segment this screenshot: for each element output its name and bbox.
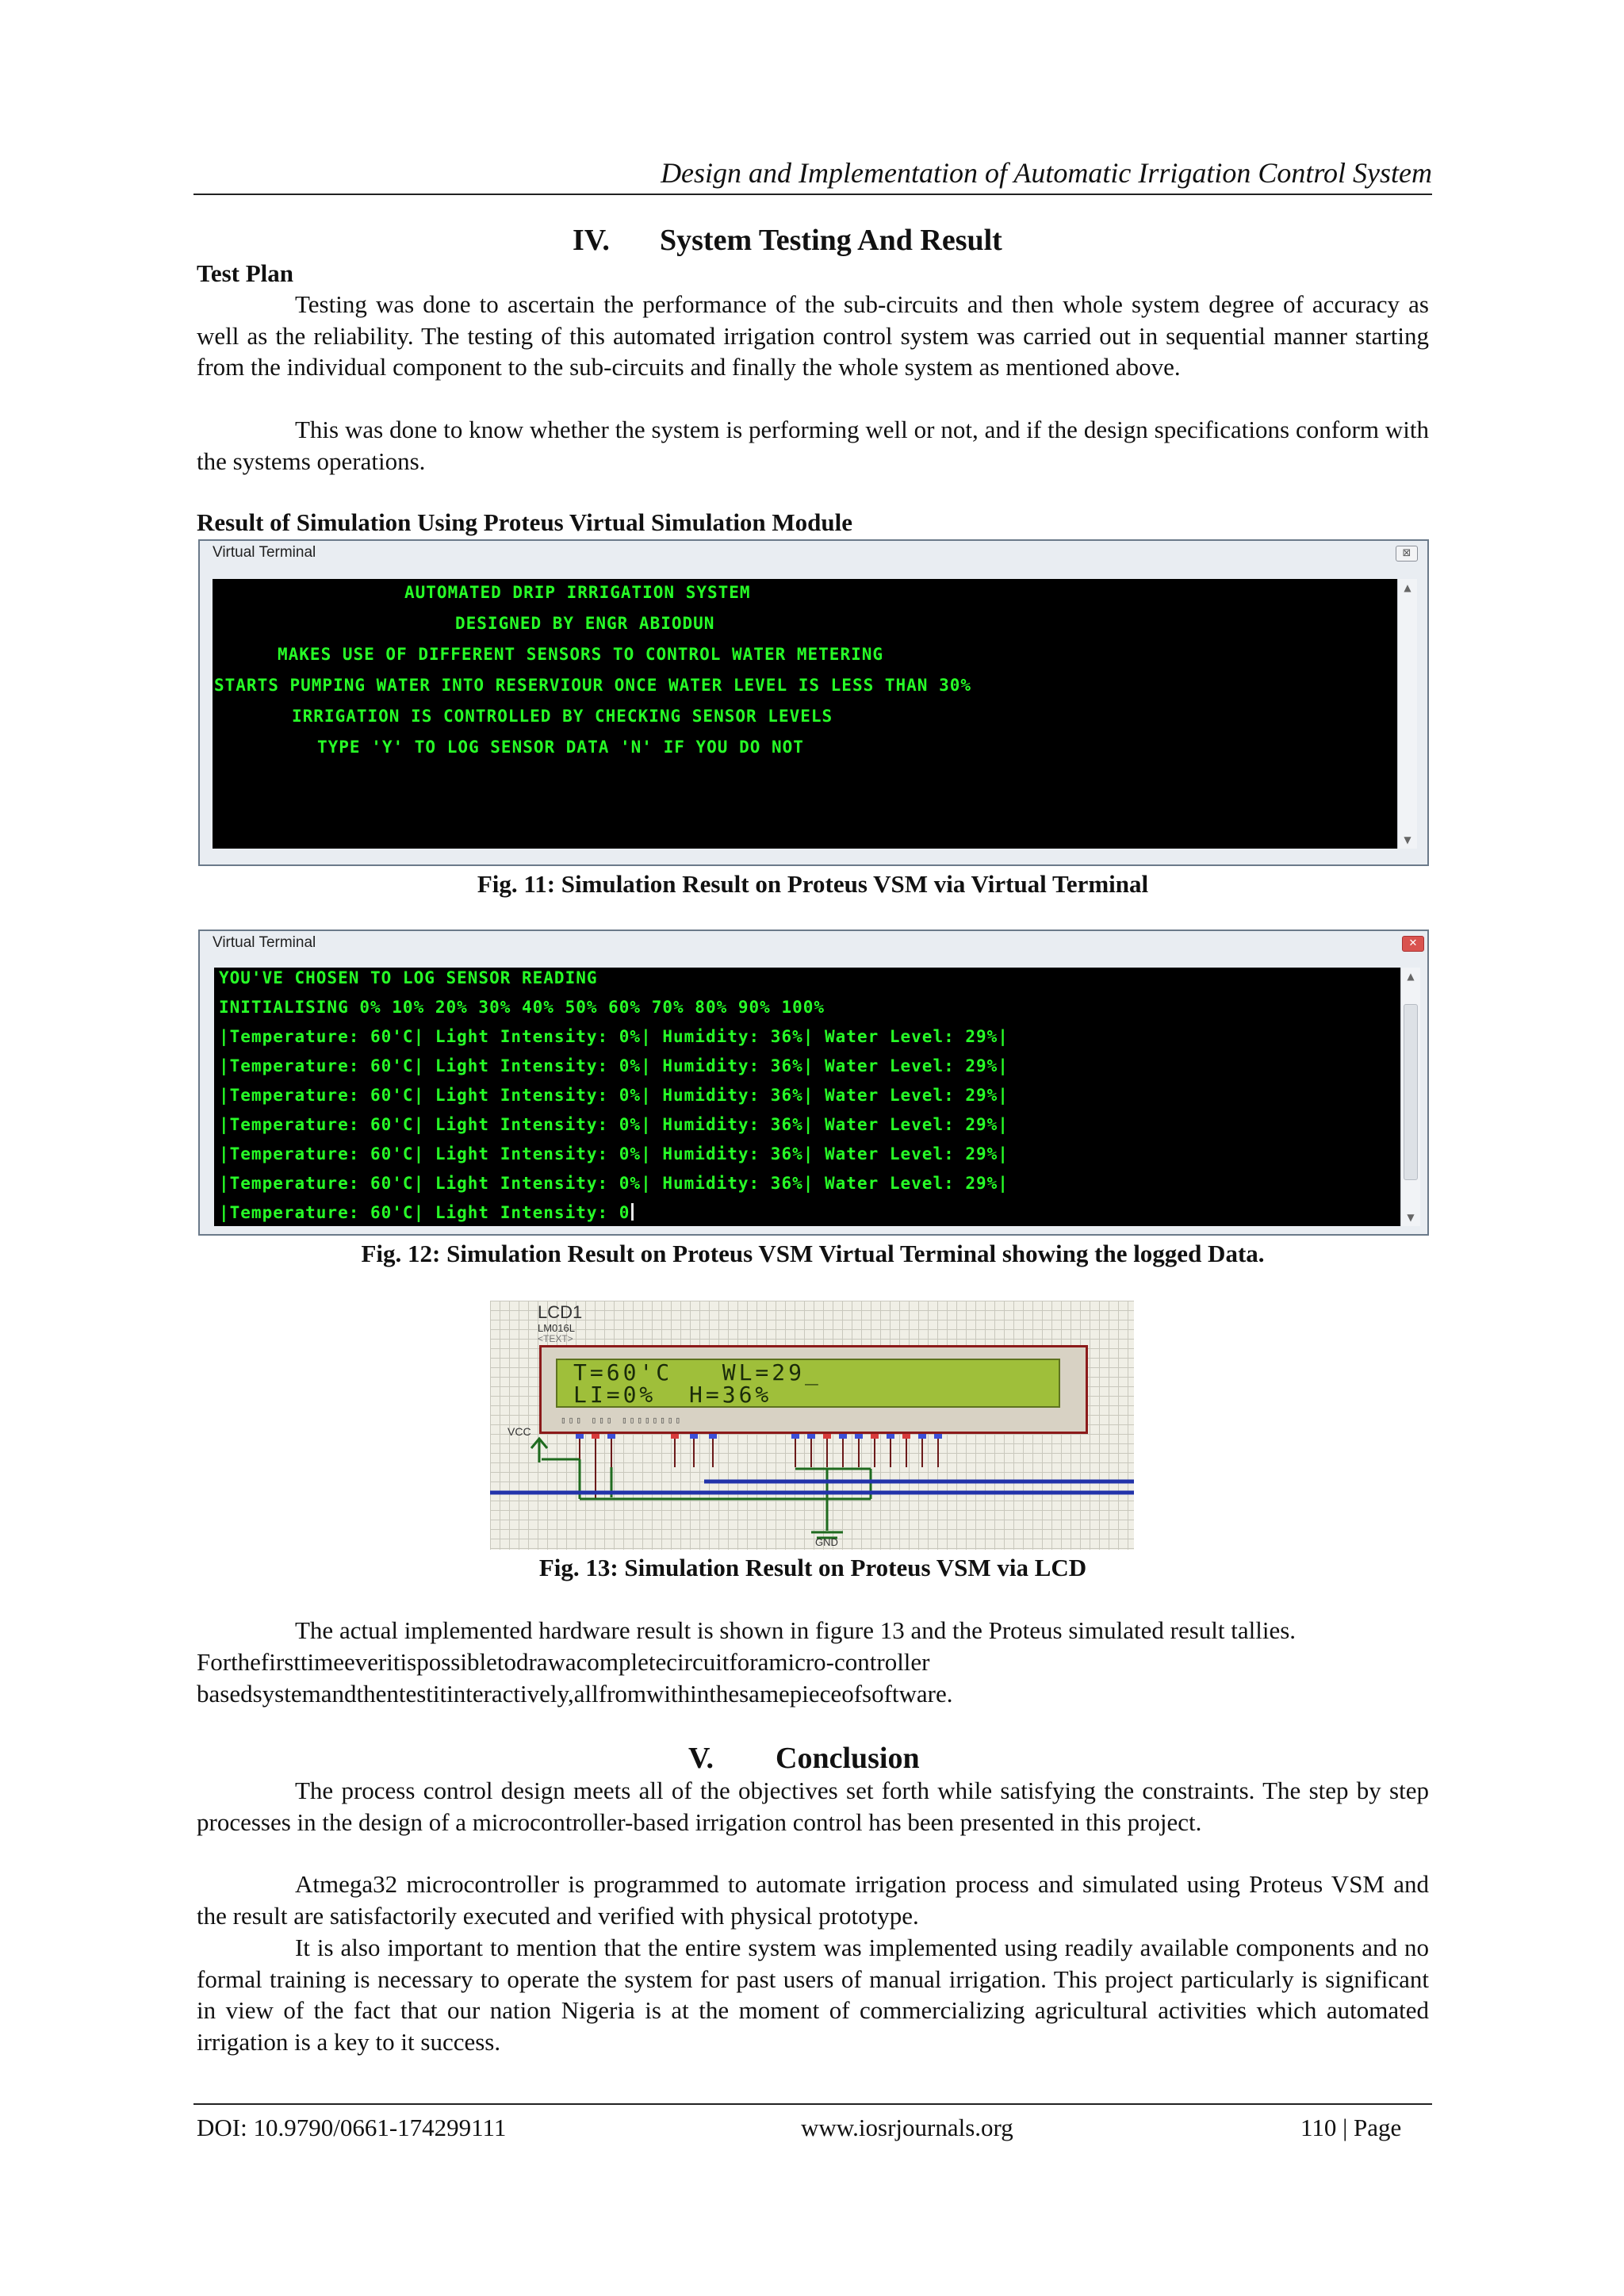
section-4-heading — [573, 222, 1002, 259]
lcd-row-2: LI=0% H=36% — [573, 1382, 772, 1408]
lcd-wiring-diagram — [490, 1301, 1134, 1550]
lcd-model-label: LM016L — [538, 1322, 575, 1334]
terminal-line: TYPE 'Y' TO LOG SENSOR DATA 'N' IF YOU DO NOT — [317, 738, 804, 757]
lcd-pins — [576, 1434, 942, 1439]
terminal-line: IRRIGATION IS CONTROLLED BY CHECKING SENSOR LEVELS — [292, 707, 833, 726]
conclusion-paragraph-1: The process control design meets all of the objectives set forth while satisfying the constraints. The step by step processes in the design of a microcontroller-based irrigation control has been presented in this project. — [197, 1777, 1429, 1836]
scroll-down-icon[interactable]: ▼ — [1404, 834, 1411, 845]
lcd-pin-labels: ▯▯▯ ▯▯▯ ▯▯▯▯▯▯▯▯ — [561, 1415, 683, 1425]
terminal-screen — [213, 579, 1397, 849]
terminal-line: |Temperature: 60'C| Light Intensity: 0%| Humidity: 36%| Water Level: 29%| — [219, 1027, 1009, 1046]
terminal-screen — [214, 968, 1400, 1226]
ground-wires — [542, 1459, 871, 1531]
footer-doi: DOI: 10.9790/0661-174299111 — [197, 2114, 507, 2141]
lcd-schematic-figure — [490, 1301, 1134, 1550]
virtual-terminal-window-1 — [198, 539, 1429, 866]
signal-bus — [490, 1481, 1134, 1493]
terminal-line: STARTS PUMPING WATER INTO RESERVIOUR ONCE WATER LEVEL IS LESS THAN 30% — [214, 676, 972, 695]
scroll-down-icon[interactable]: ▼ — [1407, 1212, 1415, 1223]
lcd-component-label: LCD1 — [538, 1302, 583, 1322]
scrollbar-thumb[interactable] — [1404, 1004, 1418, 1180]
terminal-line: |Temperature: 60'C| Light Intensity: 0%| Humidity: 36%| Water Level: 29%| — [219, 1144, 1009, 1163]
text-cursor — [631, 1203, 634, 1221]
terminal-line: |Temperature: 60'C| Light Intensity: 0%| Humidity: 36%| Water Level: 29%| — [219, 1056, 1009, 1075]
terminal-line: |Temperature: 60'C| Light Intensity: 0%| Humidity: 36%| Water Level: 29%| — [219, 1174, 1009, 1193]
figure-12-caption: Fig. 12: Simulation Result on Proteus VSM Virtual Terminal showing the logged Data. — [361, 1240, 1265, 1267]
virtual-terminal-window-2 — [198, 930, 1429, 1236]
terminal-line: DESIGNED BY ENGR ABIODUN — [455, 614, 715, 633]
gnd-label: GND — [815, 1536, 838, 1548]
footer-rule — [193, 2103, 1432, 2105]
section-5-number: V. — [688, 1742, 714, 1775]
test-plan-paragraph-2: This was done to know whether the system is performing well or not, and if the design specifications conform with the systems operations. — [197, 416, 1429, 475]
hardware-result-paragraph-line-1: The actual implemented hardware result is shown in figure 13 and the Proteus simulated result tallies. — [295, 1616, 1297, 1644]
section-4-title: System Testing And Result — [660, 224, 1002, 257]
terminal-line: |Temperature: 60'C| Light Intensity: 0 — [219, 1203, 630, 1222]
simulation-heading: Result of Simulation Using Proteus Virtual Simulation Module — [197, 508, 853, 536]
terminal-line: |Temperature: 60'C| Light Intensity: 0%| Humidity: 36%| Water Level: 29%| — [219, 1115, 1009, 1134]
lcd-pin-wires — [580, 1439, 938, 1499]
terminal-close-icon[interactable]: ⊠ — [1396, 546, 1418, 562]
terminal-scrollbar[interactable] — [1397, 579, 1417, 849]
terminal-last-line — [219, 1202, 634, 1223]
terminal-title: Virtual Terminal — [213, 934, 316, 951]
footer-page-number: 110 | Page — [1300, 2114, 1402, 2141]
scroll-up-icon[interactable]: ▲ — [1407, 971, 1415, 982]
section-5-heading — [688, 1740, 920, 1777]
terminal-line: MAKES USE OF DIFFERENT SENSORS TO CONTROL WATER METERING — [278, 645, 884, 664]
terminal-title: Virtual Terminal — [213, 544, 316, 561]
header-rule — [193, 194, 1432, 195]
terminal-line: |Temperature: 60'C| Light Intensity: 0%| Humidity: 36%| Water Level: 29%| — [219, 1086, 1009, 1105]
hardware-result-paragraph-line-3: basedsystemandthentestitinteractively,allfromwithinthesamepieceofsoftware. — [197, 1680, 953, 1708]
figure-11-caption: Fig. 11: Simulation Result on Proteus VSM via Virtual Terminal — [477, 870, 1149, 898]
section-5-title: Conclusion — [776, 1742, 920, 1775]
scroll-up-icon[interactable]: ▲ — [1404, 582, 1411, 593]
terminal-close-icon[interactable]: ✕ — [1402, 936, 1424, 952]
vcc-label: VCC — [508, 1425, 531, 1438]
terminal-line: INITIALISING 0% 10% 20% 30% 40% 50% 60% 70% 80% 90% 100% — [219, 998, 825, 1017]
running-header: Design and Implementation of Automatic Irrigation Control System — [661, 157, 1432, 189]
terminal-line: YOU'VE CHOSEN TO LOG SENSOR READING — [219, 968, 598, 987]
hardware-result-paragraph-line-2: Forthefirsttimeeveritispossibletodrawacompletecircuitforamicro-controller — [197, 1648, 930, 1676]
test-plan-paragraph-1: Testing was done to ascertain the performance of the sub-circuits and then whole system degree of accuracy as well as the reliability. The testing of this automated irrigation control system was carried out in sequential manner starting from the individual component to the sub-circuits and finally the whole system as mentioned above. — [197, 290, 1429, 381]
terminal-line: AUTOMATED DRIP IRRIGATION SYSTEM — [404, 583, 751, 602]
terminal-scrollbar[interactable] — [1400, 968, 1420, 1226]
figure-13-caption: Fig. 13: Simulation Result on Proteus VSM via LCD — [538, 1554, 1087, 1581]
conclusion-paragraph-2: Atmega32 microcontroller is programmed to automate irrigation process and simulated using Proteus VSM and the result are satisfactorily executed and verified with physical prototype. — [197, 1870, 1429, 1930]
lcd-row-1: T=60'C WL=29_ — [573, 1359, 822, 1386]
footer-website: www.iosrjournals.org — [801, 2114, 1013, 2141]
section-4-number: IV. — [573, 224, 610, 257]
conclusion-paragraph-3: It is also important to mention that the entire system was implemented using readily available components and no formal training is necessary to operate the system for past users of manual irrigation. This project particularly is significant in view of the fact that our nation Nigeria is at the moment of commercializing agricultural activities which automated irrigation is a key to it success. — [197, 1934, 1429, 2056]
test-plan-heading: Test Plan — [197, 259, 294, 287]
lcd-text-tag: <TEXT> — [538, 1333, 573, 1344]
